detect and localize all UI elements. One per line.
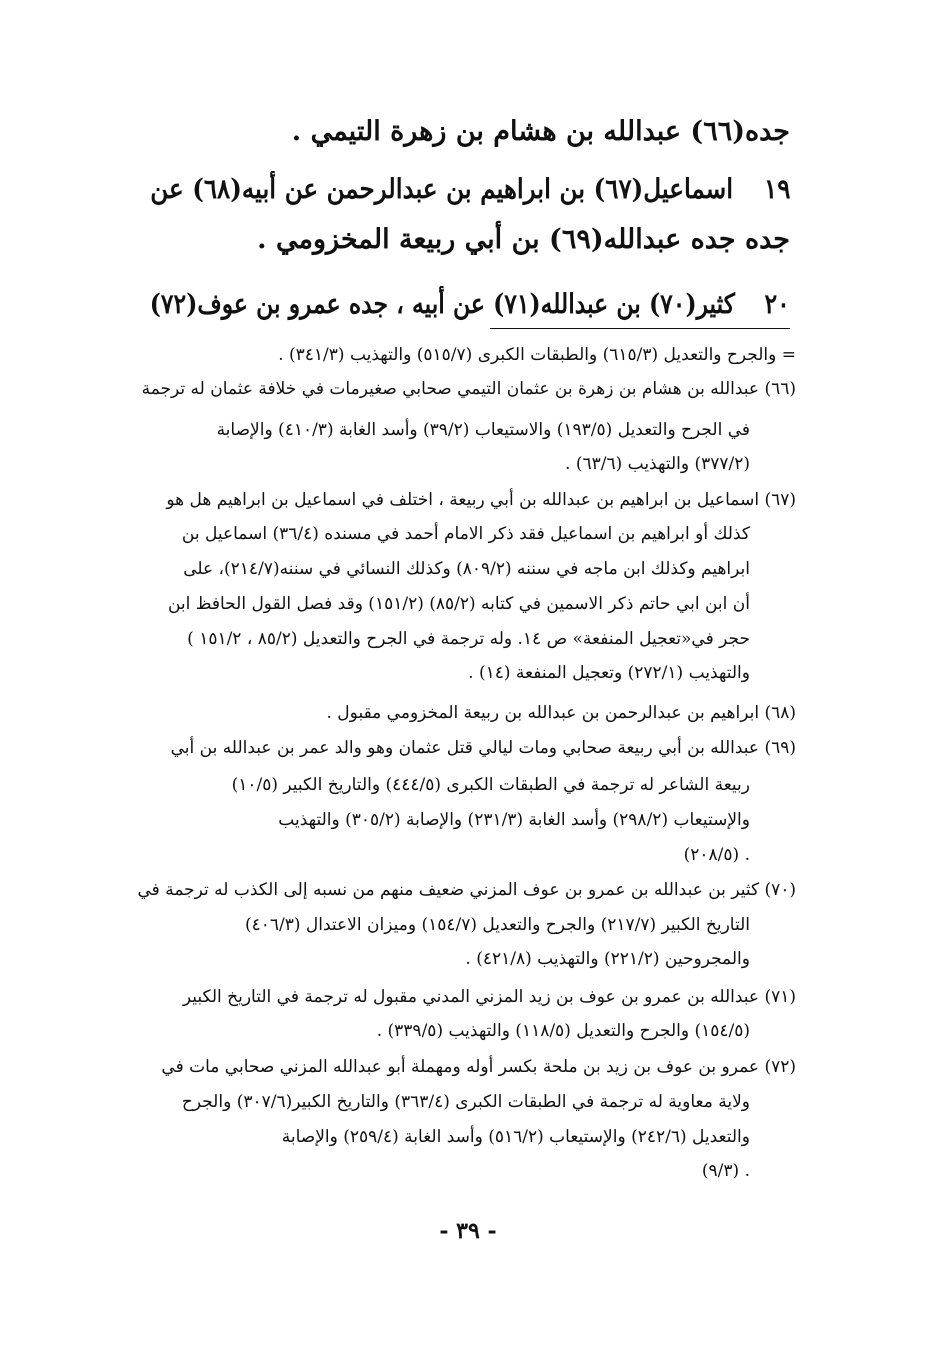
entry-19-line-2: جده جده عبدالله(٦٩) بن أبي ربيعة المخزومي . (257, 224, 790, 255)
footnote-67-line: (٦٧) اسماعيل بن ابراهيم بن عبدالله بن أبي ربيعة ، اختلف في اسماعيل بن ابراهيم هل هو (166, 490, 796, 510)
footnote-72-line: (٧٢) عمرو بن عوف بن زيد بن ملحة بكسر أوله ومهملة أبو عبدالله المزني صحابي مات في (161, 1057, 796, 1077)
entry-20-text: كثير(٧٠) بن عبدالله(٧١) عن أبيه ، جده عمرو بن عوف(٧٢) (149, 289, 736, 320)
footnote-67-line: والتهذيب (٢٧٢/١) وتعجيل المنفعة (١٤) . (468, 663, 750, 683)
entry-19-text: اسماعيل(٦٧) بن ابراهيم بن عبدالرحمن عن أبيه(٦٨) عن (149, 174, 733, 205)
footnote-66-line: (٣٧٧/٢) والتهذيب (٦٣/٦) . (565, 454, 750, 474)
footnote-67-line: كذلك أو ابراهيم بن اسماعيل فقد ذكر الامام أحمد في مسنده (٣٦/٤) اسماعيل بن (181, 524, 750, 544)
footnote-separator-rule (490, 328, 790, 329)
entry-19-number: ١٩ (763, 174, 790, 205)
footnote-70-line: (٧٠) كثير بن عبدالله بن عمرو بن عوف المزني ضعيف منهم من نسبه إلى الكذب له ترجمة في (137, 880, 796, 900)
footnote-70-line: التاريخ الكبير (٢١٧/٧) والجرح والتعديل (١٥٤/٧) وميزان الاعتدال (٤٠٦/٣) (244, 915, 750, 935)
footnote-67-line: ابراهيم وكذلك ابن ماجه في سننه (٨٠٩/٢) وكذلك النسائي في سننه(٢١٤/٧)، على (183, 559, 750, 579)
footnote-69-line: (٦٩) عبدالله بن أبي ربيعة صحابي ومات ليالي قتل عثمان وهو والد عمر بن عبدالله بن أبي (170, 738, 796, 758)
main-line-continuation: جده(٦٦) عبدالله بن هشام بن زهرة التيمي . (291, 116, 790, 147)
footnote-68-line: (٦٨) ابراهيم بن عبدالرحمن بن عبدالله بن ربيعة المخزومي مقبول . (326, 703, 796, 723)
footnote-67-line: أن ابن ابي حاتم ذكر الاسمين في كتابه (٨٥/٢) (١٥١/٢) وقد فصل القول الحافظ ابن (167, 594, 750, 614)
page-number: - ٣٩ - (439, 1218, 497, 1244)
footnote-continued-line: = والجرح والتعديل (٦١٥/٣) والطبقات الكبرى (٥١٥/٧) والتهذيب (٣٤١/٣) . (278, 345, 796, 365)
footnote-72-line: والتعديل (٢٤٢/٦) والإستيعاب (٥١٦/٢) وأسد الغابة (٢٥٩/٤) والإصابة (281, 1127, 750, 1147)
footnote-72-line: ولاية معاوية له ترجمة في الطبقات الكبرى (٣٦٣/٤) والتاريخ الكبير(٣٠٧/٦) والجرح (181, 1092, 750, 1112)
footnote-71-line: (٧١) عبدالله بن عمرو بن عوف بن زيد المزني المدني مقبول له ترجمة في التاريخ الكبير (182, 987, 796, 1007)
entry-19-line-1 (150, 170, 790, 210)
footnote-69-line: ربيعة الشاعر له ترجمة في الطبقات الكبرى (٤٤٤/٥) والتاريخ الكبير (١٠/٥) (231, 775, 750, 795)
footnote-71-line: (١٥٤/٥) والجرح والتعديل (١١٨/٥) والتهذيب (٣٣٩/٥) . (376, 1021, 750, 1041)
footnote-67-line: حجر في«تعجيل المنفعة» ص ١٤. وله ترجمة في الجرح والتعديل (٨٥/٢ ، ١٥١/٢ ) (187, 629, 750, 649)
entry-20-line-1 (150, 285, 790, 325)
footnote-66-line: في الجرح والتعديل (١٩٣/٥) والاستيعاب (٣٩/٢) وأسد الغابة (٤١٠/٣) والإصابة (216, 420, 750, 440)
footnote-70-line: والمجروحين (٢٢١/٢) والتهذيب (٤٢١/٨) . (465, 949, 750, 969)
footnote-72-line: (٩/٣) . (701, 1161, 750, 1181)
footnote-69-line: والإستيعاب (٢٩٨/٢) وأسد الغابة (٢٣١/٣) والإصابة (٣٠٥/٢) والتهذيب (278, 810, 750, 830)
footnote-69-line: (٢٠٨/٥) . (683, 845, 750, 865)
entry-20-number: ٢٠ (764, 289, 790, 320)
footnote-66-line: (٦٦) عبدالله بن هشام بن زهرة بن عثمان التيمي صحابي صغيرمات في خلافة عثمان له ترجمة (141, 379, 796, 399)
